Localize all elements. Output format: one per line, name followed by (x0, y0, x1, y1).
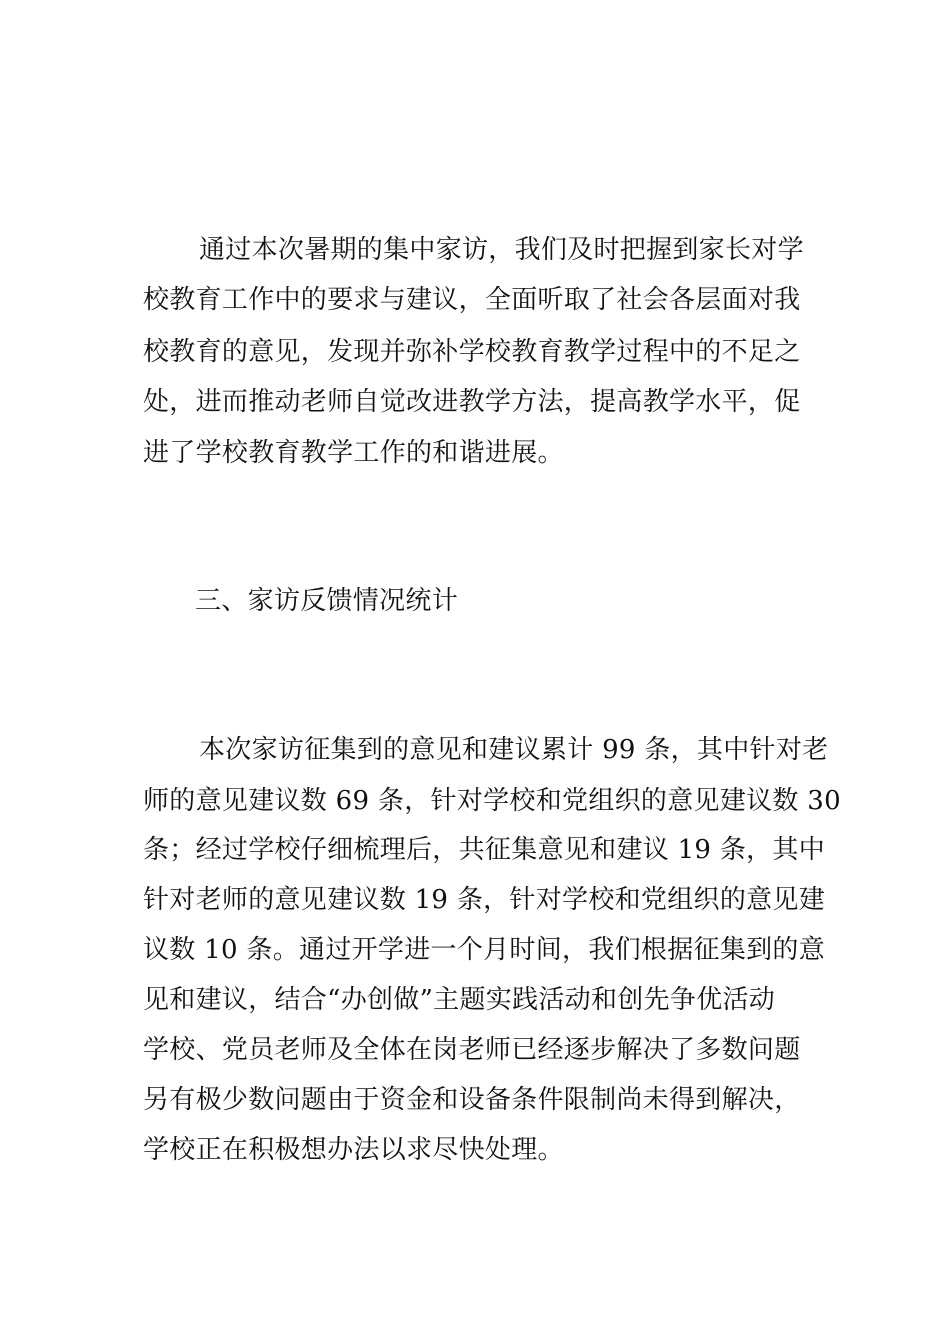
paragraph-2-line-1: 本次家访征集到的意见和建议累计 99 条，其中针对老 (199, 735, 829, 765)
paragraph-1-line-5: 进了学校教育教学工作的和谐进展。 (143, 438, 564, 468)
paragraph-2-line-8: 另有极少数问题由于资金和设备条件限制尚未得到解决， (143, 1085, 801, 1115)
paragraph-2-line-4: 针对老师的意见建议数 19 条，针对学校和党组织的意见建 (143, 885, 826, 915)
paragraph-2-line-3: 条；经过学校仔细梳理后，共征集意见和建议 19 条，其中 (143, 835, 826, 865)
paragraph-1-line-1: 通过本次暑期的集中家访，我们及时把握到家长对学 (199, 235, 804, 265)
section-heading: 三、家访反馈情况统计 (195, 586, 459, 616)
paragraph-2-line-9: 学校正在积极想办法以求尽快处理。 (143, 1135, 564, 1165)
paragraph-2-line-6: 见和建议，结合“办创做”主题实践活动和创先争优活动 (143, 985, 776, 1015)
paragraph-2-line-2: 师的意见建议数 69 条，针对学校和党组织的意见建议数 30 (143, 786, 841, 816)
paragraph-2-line-5: 议数 10 条。通过开学进一个月时间，我们根据征集到的意 (143, 935, 826, 965)
paragraph-2-line-7: 学校、党员老师及全体在岗老师已经逐步解决了多数问题 (143, 1035, 801, 1065)
paragraph-1-line-2: 校教育工作中的要求与建议，全面听取了社会各层面对我 (143, 285, 801, 315)
paragraph-1-line-3: 校教育的意见，发现并弥补学校教育教学过程中的不足之 (143, 337, 801, 367)
paragraph-1-line-4: 处，进而推动老师自觉改进教学方法，提高教学水平，促 (143, 387, 801, 417)
